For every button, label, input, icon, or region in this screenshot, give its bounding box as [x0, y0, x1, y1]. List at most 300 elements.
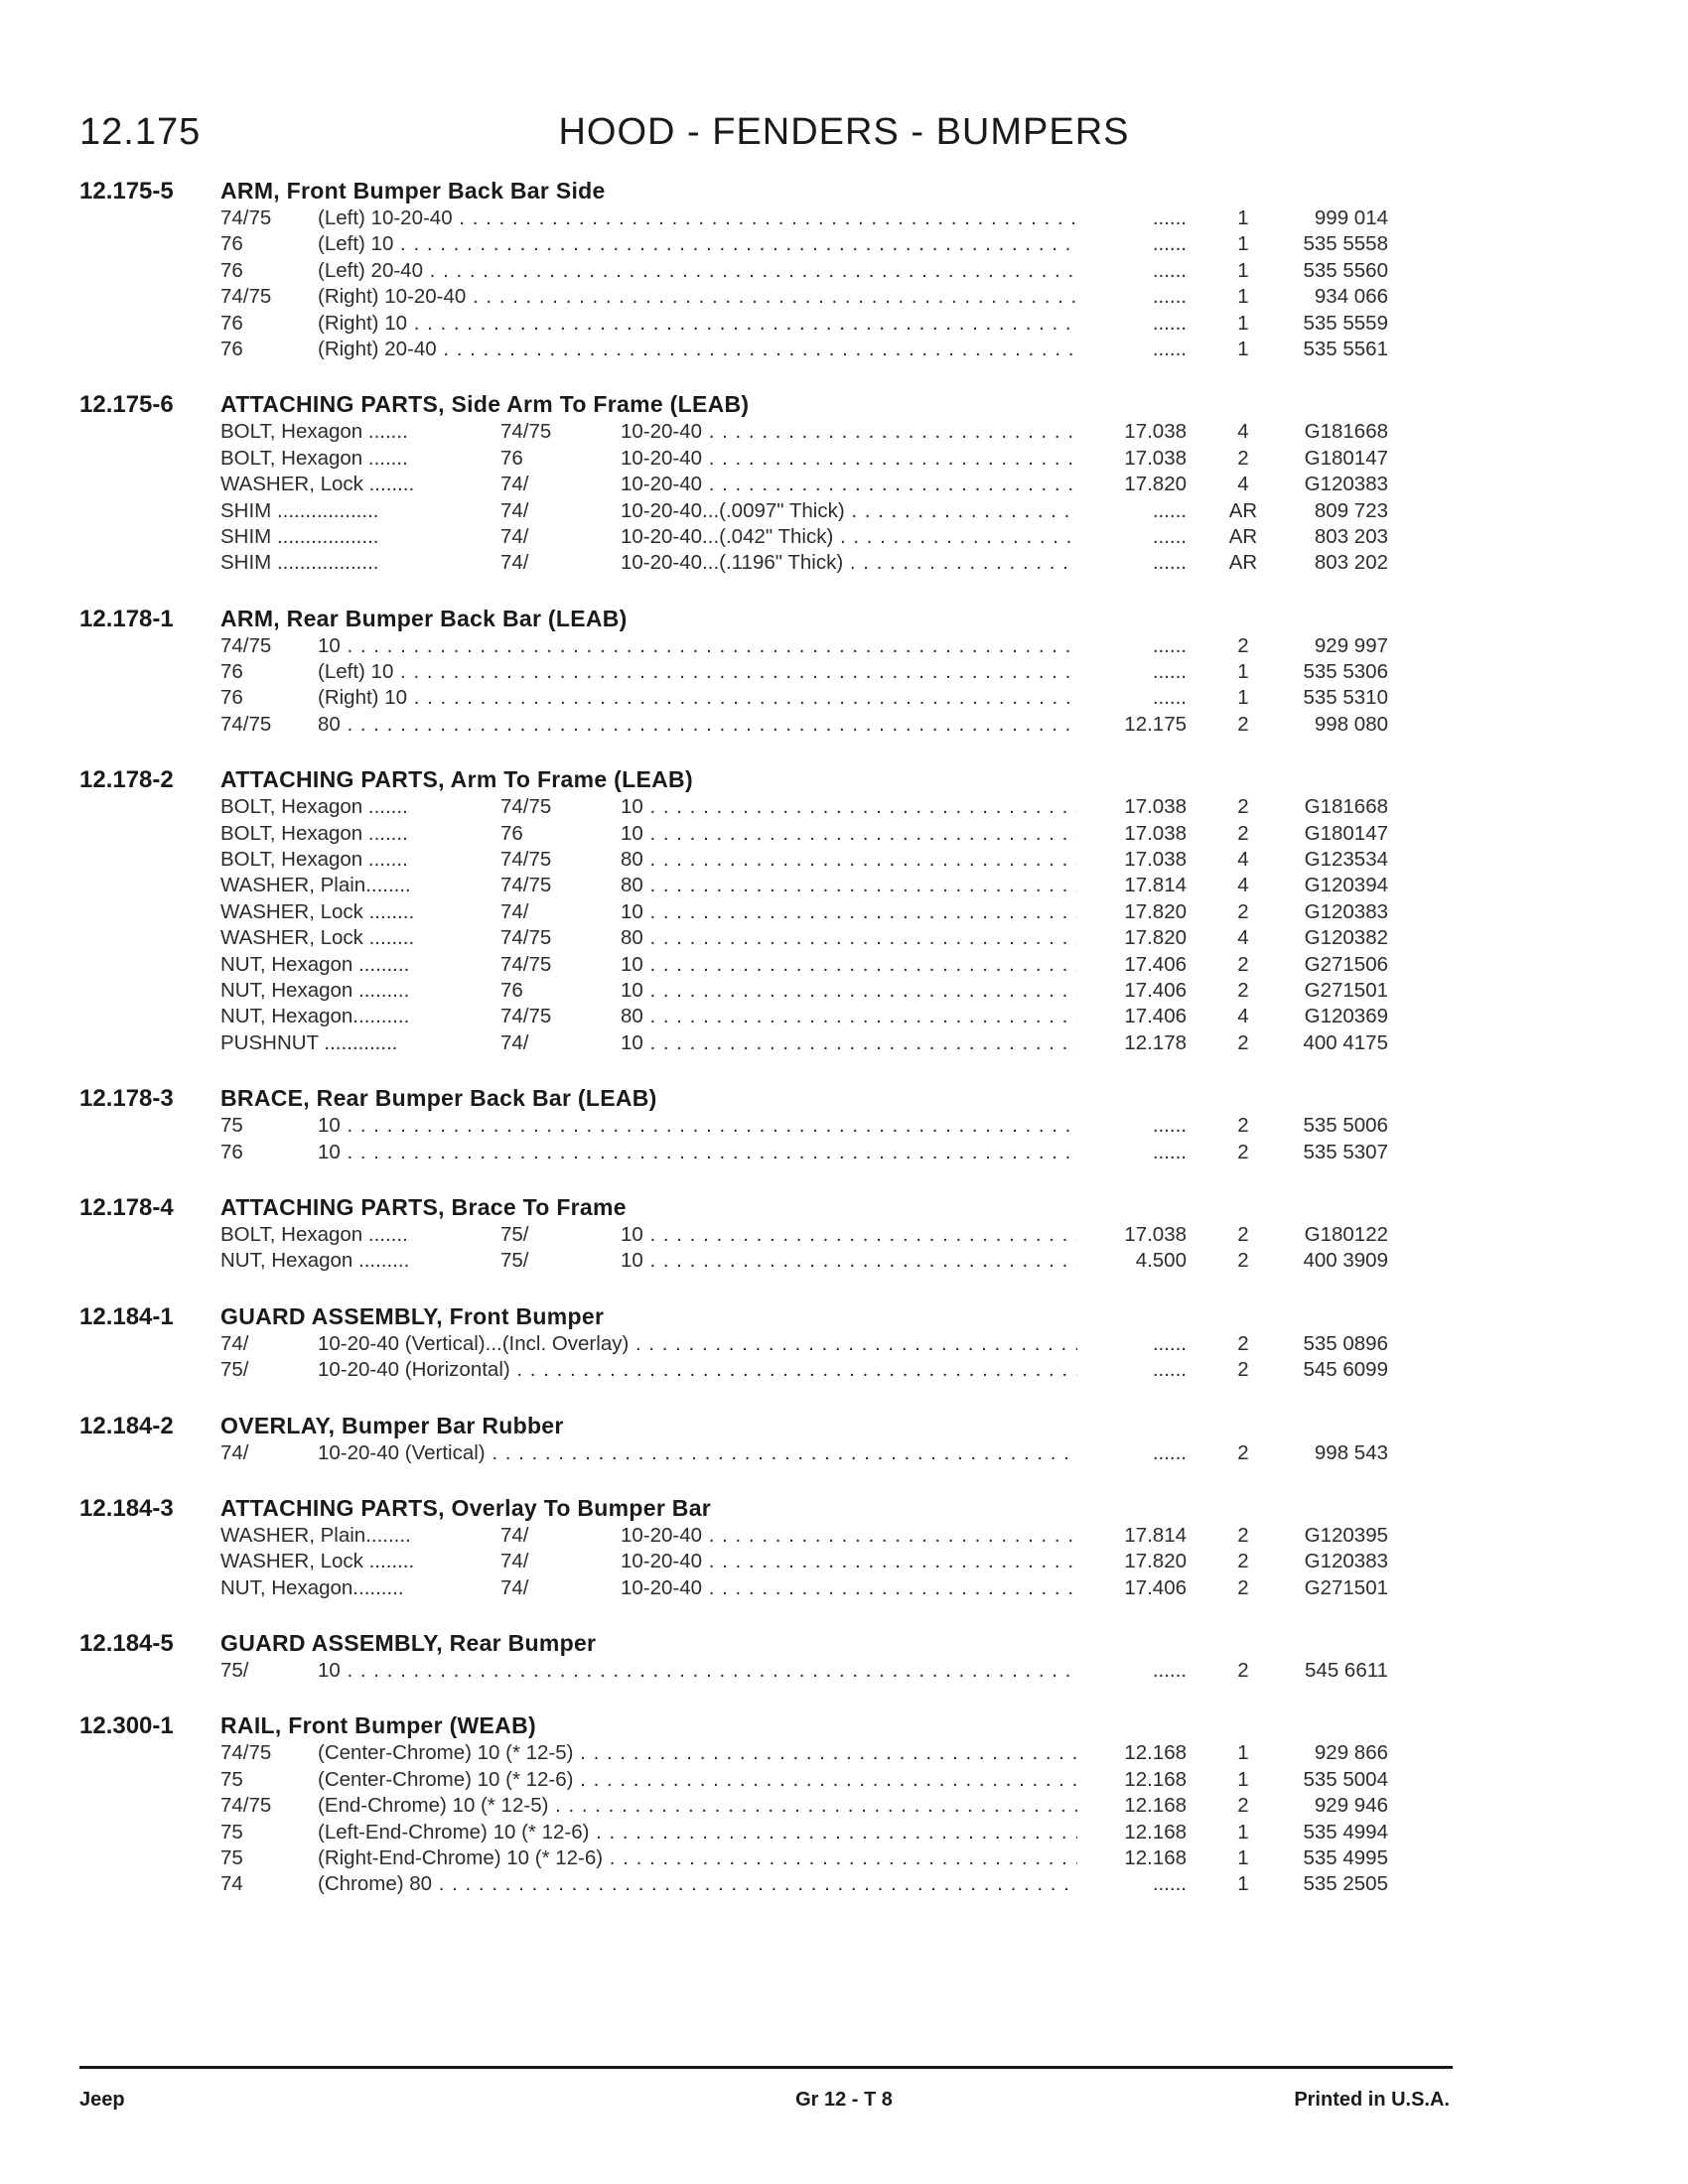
group-heading [0, 1709, 1688, 1739]
reference-number: 12.168 [1124, 1820, 1187, 1843]
application-desc: (Left) 10 . . . [318, 660, 1077, 684]
part-number: 535 5558 [1303, 232, 1388, 256]
model-years: 76 [220, 1140, 243, 1163]
part-row [0, 310, 1688, 336]
reference-number: 17.038 [1124, 795, 1187, 819]
parts-group [0, 1410, 1688, 1465]
quantity: AR [1228, 551, 1258, 575]
quantity: 2 [1237, 1358, 1249, 1382]
reference-number: ...... [1152, 1114, 1187, 1138]
reference-number: ...... [1152, 498, 1187, 522]
group-title: OVERLAY, Bumper Bar Rubber [220, 1412, 564, 1438]
application-desc: 10-20-40...(.1196" Thick) . . . [621, 551, 1077, 575]
application-desc: (Center-Chrome) 10 (* 12-6) . . . [318, 1768, 1077, 1792]
part-number: 929 866 [1314, 1741, 1388, 1765]
part-name: PUSHNUT ............. [220, 1030, 398, 1054]
part-number: 535 5307 [1303, 1140, 1388, 1163]
group-heading [0, 1191, 1688, 1221]
application-desc: 10 . . . [318, 1114, 1077, 1138]
model-years: 74/75 [500, 1005, 552, 1028]
application-desc: 10-20-40 . . . [621, 420, 1077, 444]
group-title: GUARD ASSEMBLY, Rear Bumper [220, 1630, 597, 1657]
quantity: 2 [1237, 1575, 1249, 1599]
reference-number: ...... [1152, 1358, 1187, 1382]
quantity: 4 [1237, 473, 1249, 496]
part-row [0, 1247, 1688, 1273]
part-row [0, 336, 1688, 361]
reference-number: 12.168 [1124, 1741, 1187, 1765]
part-name: BOLT, Hexagon ....... [220, 795, 408, 819]
application-desc: 10-20-40 (Vertical)...(Incl. Overlay) . . . [318, 1332, 1077, 1356]
part-name: WASHER, Lock ........ [220, 1550, 415, 1573]
part-number: 535 2505 [1303, 1872, 1388, 1896]
group-title: BRACE, Rear Bumper Back Bar (LEAB) [220, 1085, 657, 1112]
reference-number: ...... [1152, 285, 1187, 309]
part-number: 545 6099 [1303, 1358, 1388, 1382]
reference-number: 17.406 [1124, 1575, 1187, 1599]
reference-number: 12.168 [1124, 1794, 1187, 1818]
quantity: 2 [1237, 1114, 1249, 1138]
part-number: G180147 [1304, 446, 1388, 470]
part-row [0, 230, 1688, 256]
reference-number: 17.814 [1124, 874, 1187, 897]
application-desc: 10 . . . [318, 634, 1077, 658]
part-number: 535 5559 [1303, 311, 1388, 335]
reference-number: 17.038 [1124, 420, 1187, 444]
reference-number: ...... [1152, 686, 1187, 710]
group-number: 12.300-1 [79, 1712, 174, 1740]
reference-number: ...... [1152, 633, 1187, 657]
reference-number: 4.500 [1135, 1249, 1187, 1273]
application-desc: 10-20-40 (Vertical) . . . [318, 1441, 1077, 1465]
part-name: WASHER, Plain........ [220, 1523, 411, 1547]
part-row [0, 820, 1688, 846]
reference-number: 12.168 [1124, 1767, 1187, 1791]
part-number: 535 5560 [1303, 258, 1388, 282]
footer-printed: Printed in U.S.A. [1294, 2089, 1450, 2111]
application-desc: (Center-Chrome) 10 (* 12-5) . . . [318, 1741, 1077, 1765]
model-years: 74/ [500, 1030, 529, 1054]
group-number: 12.178-3 [79, 1085, 174, 1113]
model-years: 74/75 [500, 874, 552, 897]
application-desc: 10 . . . [318, 1141, 1077, 1164]
reference-number: 17.406 [1124, 1005, 1187, 1028]
application-desc: 10 . . . [318, 1659, 1077, 1683]
part-row [0, 1221, 1688, 1247]
group-number: 12.184-2 [79, 1412, 174, 1439]
application-desc: (Left) 20-40 . . . [318, 259, 1077, 283]
part-row [0, 497, 1688, 523]
part-row [0, 1356, 1688, 1382]
part-name: WASHER, Lock ........ [220, 926, 415, 950]
part-row [0, 1003, 1688, 1028]
part-row [0, 1739, 1688, 1765]
application-desc: 10-20-40 (Horizontal) . . . [318, 1358, 1077, 1382]
model-years: 75 [220, 1820, 243, 1843]
part-row [0, 977, 1688, 1003]
application-desc: 10 . . . [621, 1249, 1077, 1273]
group-title: ARM, Rear Bumper Back Bar (LEAB) [220, 605, 628, 631]
part-row [0, 1330, 1688, 1356]
quantity: 2 [1237, 795, 1249, 819]
parts-group [0, 1709, 1688, 1896]
quantity: 4 [1237, 874, 1249, 897]
parts-group [0, 1627, 1688, 1683]
parts-group [0, 1082, 1688, 1164]
reference-number: ...... [1152, 1872, 1187, 1896]
reference-number: 17.820 [1124, 899, 1187, 923]
parts-group [0, 388, 1688, 575]
application-desc: 10-20-40...(.0097" Thick) . . . [621, 499, 1077, 523]
application-desc: (Right) 20-40 . . . [318, 338, 1077, 361]
part-number: G180122 [1304, 1222, 1388, 1246]
model-years: 74/ [220, 1440, 249, 1464]
part-number: G120383 [1304, 899, 1388, 923]
section-number: 12.175 [79, 111, 202, 153]
part-row [0, 1792, 1688, 1818]
footer-brand: Jeep [79, 2089, 125, 2111]
part-name: WASHER, Lock ........ [220, 473, 415, 496]
reference-number: ...... [1152, 1440, 1187, 1464]
part-name: WASHER, Plain........ [220, 874, 411, 897]
part-row [0, 471, 1688, 496]
quantity: 4 [1237, 848, 1249, 872]
quantity: 1 [1237, 1767, 1249, 1791]
reference-number: 17.038 [1124, 1222, 1187, 1246]
part-number: 400 3909 [1303, 1249, 1388, 1273]
part-row [0, 1522, 1688, 1548]
reference-number: ...... [1152, 524, 1187, 548]
part-row [0, 1139, 1688, 1164]
part-row [0, 898, 1688, 924]
model-years: 76 [220, 660, 243, 684]
group-number: 12.178-1 [79, 605, 174, 632]
reference-number: ...... [1152, 258, 1187, 282]
part-name: NUT, Hexagon ......... [220, 978, 410, 1002]
part-number: 809 723 [1314, 498, 1388, 522]
group-heading [0, 603, 1688, 632]
group-heading [0, 1410, 1688, 1439]
model-years: 75 [220, 1767, 243, 1791]
quantity: 2 [1237, 1523, 1249, 1547]
model-years: 74/ [500, 524, 529, 548]
part-number: 535 4994 [1303, 1820, 1388, 1843]
part-number: G120383 [1304, 473, 1388, 496]
part-name: NUT, Hexagon ......... [220, 1249, 410, 1273]
quantity: 1 [1237, 206, 1249, 229]
group-title: ATTACHING PARTS, Brace To Frame [220, 1193, 627, 1220]
parts-group [0, 1191, 1688, 1274]
reference-number: 17.814 [1124, 1523, 1187, 1547]
quantity: 2 [1237, 978, 1249, 1002]
part-number: G271506 [1304, 952, 1388, 976]
part-number: 545 6611 [1305, 1659, 1388, 1683]
group-number: 12.184-5 [79, 1630, 174, 1658]
model-years: 74/75 [220, 712, 272, 736]
quantity: 2 [1237, 952, 1249, 976]
application-desc: (Right) 10-20-40 . . . [318, 285, 1077, 309]
part-number: 535 5006 [1303, 1114, 1388, 1138]
part-row [0, 1029, 1688, 1055]
part-number: 535 5561 [1303, 337, 1388, 360]
model-years: 74/ [500, 899, 529, 923]
quantity: 4 [1237, 420, 1249, 444]
part-row [0, 257, 1688, 283]
group-heading [0, 1627, 1688, 1657]
group-title: ATTACHING PARTS, Arm To Frame (LEAB) [220, 766, 693, 793]
group-title: ARM, Front Bumper Back Bar Side [220, 178, 606, 204]
application-desc: 80 . . . [621, 926, 1077, 950]
reference-number: ...... [1152, 311, 1187, 335]
part-name: NUT, Hexagon......... [220, 1575, 404, 1599]
quantity: 1 [1237, 337, 1249, 360]
model-years: 75 [220, 1846, 243, 1870]
application-desc: 10-20-40 . . . [621, 1524, 1077, 1548]
part-number: 535 5306 [1303, 660, 1388, 684]
application-desc: 10-20-40 . . . [621, 1550, 1077, 1573]
reference-number: 17.038 [1124, 821, 1187, 845]
model-years: 74/75 [500, 795, 552, 819]
group-title: ATTACHING PARTS, Side Arm To Frame (LEAB) [220, 391, 750, 418]
model-years: 76 [220, 337, 243, 360]
application-desc: (Right) 10 . . . [318, 686, 1077, 710]
application-desc: 80 . . . [621, 848, 1077, 872]
quantity: 1 [1237, 1820, 1249, 1843]
quantity: 1 [1237, 686, 1249, 710]
part-number: 535 5310 [1303, 686, 1388, 710]
part-row [0, 549, 1688, 575]
group-number: 12.175-5 [79, 178, 174, 205]
part-number: G120382 [1304, 926, 1388, 950]
part-number: 929 946 [1314, 1794, 1388, 1818]
part-row [0, 632, 1688, 658]
reference-number: ...... [1152, 1140, 1187, 1163]
group-number: 12.178-4 [79, 1193, 174, 1221]
part-name: SHIM .................. [220, 524, 379, 548]
part-number: G181668 [1304, 795, 1388, 819]
group-title: RAIL, Front Bumper (WEAB) [220, 1712, 536, 1739]
part-number: G271501 [1304, 978, 1388, 1002]
model-years: 74/75 [500, 926, 552, 950]
quantity: 2 [1237, 1659, 1249, 1683]
application-desc: 80 . . . [621, 1005, 1077, 1028]
reference-number: 17.820 [1124, 1550, 1187, 1573]
part-name: BOLT, Hexagon ....... [220, 848, 408, 872]
model-years: 74/75 [500, 848, 552, 872]
quantity: 1 [1237, 285, 1249, 309]
reference-number: 17.820 [1124, 473, 1187, 496]
application-desc: 80 . . . [318, 713, 1077, 737]
application-desc: 10-20-40...(.042" Thick) . . . [621, 525, 1077, 549]
application-desc: (Left) 10 . . . [318, 232, 1077, 256]
model-years: 74/ [500, 1575, 529, 1599]
part-row [0, 1657, 1688, 1683]
part-number: G120395 [1304, 1523, 1388, 1547]
parts-group [0, 763, 1688, 1055]
part-number: 999 014 [1314, 206, 1388, 229]
model-years: 74/ [220, 1331, 249, 1355]
part-name: SHIM .................. [220, 498, 379, 522]
group-heading [0, 1300, 1688, 1330]
part-row [0, 1439, 1688, 1465]
part-row [0, 1844, 1688, 1870]
part-row [0, 1870, 1688, 1896]
part-row [0, 1819, 1688, 1844]
application-desc: 80 . . . [621, 874, 1077, 897]
part-row [0, 658, 1688, 684]
quantity: AR [1228, 498, 1258, 522]
reference-number: 17.038 [1124, 848, 1187, 872]
quantity: 2 [1237, 1794, 1249, 1818]
reference-number: 12.168 [1124, 1846, 1187, 1870]
part-row [0, 711, 1688, 737]
part-row [0, 1766, 1688, 1792]
application-desc: (Left) 10-20-40 . . . [318, 206, 1077, 230]
reference-number: ...... [1152, 551, 1187, 575]
part-row [0, 1574, 1688, 1600]
group-heading [0, 1082, 1688, 1112]
reference-number: 12.175 [1124, 712, 1187, 736]
quantity: 2 [1237, 446, 1249, 470]
reference-number: 12.178 [1124, 1030, 1187, 1054]
parts-group [0, 175, 1688, 361]
application-desc: 10-20-40 . . . [621, 473, 1077, 496]
part-number: G120383 [1304, 1550, 1388, 1573]
footer-rule [79, 2066, 1453, 2069]
page-title: HOOD - FENDERS - BUMPERS [558, 111, 1130, 153]
part-row [0, 523, 1688, 549]
part-number: 535 4995 [1303, 1846, 1388, 1870]
part-number: G180147 [1304, 821, 1388, 845]
part-number: 929 997 [1314, 633, 1388, 657]
part-number: G120369 [1304, 1005, 1388, 1028]
group-number: 12.184-1 [79, 1302, 174, 1330]
quantity: 1 [1237, 1872, 1249, 1896]
model-years: 74/75 [220, 633, 272, 657]
reference-number: ...... [1152, 206, 1187, 229]
model-years: 74/75 [220, 1794, 272, 1818]
reference-number: ...... [1152, 337, 1187, 360]
application-desc: 10-20-40 . . . [621, 1576, 1077, 1600]
part-number: 803 202 [1314, 551, 1388, 575]
reference-number: ...... [1152, 232, 1187, 256]
model-years: 74/75 [220, 206, 272, 229]
model-years: 74 [220, 1872, 243, 1896]
part-name: BOLT, Hexagon ....... [220, 420, 408, 444]
part-name: BOLT, Hexagon ....... [220, 1222, 408, 1246]
group-number: 12.184-3 [79, 1494, 174, 1522]
model-years: 74/75 [220, 1741, 272, 1765]
parts-list [0, 175, 1688, 1924]
quantity: 2 [1237, 1331, 1249, 1355]
part-name: NUT, Hexagon ......... [220, 952, 410, 976]
part-row [0, 283, 1688, 309]
quantity: 1 [1237, 232, 1249, 256]
application-desc: 10 . . . [621, 900, 1077, 924]
application-desc: 10-20-40 . . . [621, 447, 1077, 471]
group-heading [0, 175, 1688, 205]
application-desc: (Chrome) 80 . . . [318, 1872, 1077, 1896]
model-years: 74/ [500, 473, 529, 496]
model-years: 76 [220, 232, 243, 256]
group-number: 12.175-6 [79, 391, 174, 419]
group-heading [0, 763, 1688, 793]
model-years: 74/75 [500, 420, 552, 444]
group-number: 12.178-2 [79, 766, 174, 794]
quantity: 4 [1237, 926, 1249, 950]
quantity: 2 [1237, 1030, 1249, 1054]
model-years: 76 [220, 258, 243, 282]
reference-number: 17.406 [1124, 952, 1187, 976]
reference-number: 17.406 [1124, 978, 1187, 1002]
model-years: 74/75 [220, 285, 272, 309]
part-number: 535 5004 [1303, 1767, 1388, 1791]
part-row [0, 951, 1688, 977]
parts-group [0, 1300, 1688, 1383]
part-row [0, 1112, 1688, 1138]
quantity: 2 [1237, 633, 1249, 657]
part-name: NUT, Hexagon.......... [220, 1005, 410, 1028]
application-desc: (Right-End-Chrome) 10 (* 12-6) . . . [318, 1846, 1077, 1870]
quantity: AR [1228, 524, 1258, 548]
quantity: 2 [1237, 899, 1249, 923]
part-number: G120394 [1304, 874, 1388, 897]
reference-number: 17.820 [1124, 926, 1187, 950]
model-years: 76 [500, 821, 523, 845]
application-desc: 10 . . . [621, 822, 1077, 846]
model-years: 74/ [500, 1550, 529, 1573]
quantity: 2 [1237, 1222, 1249, 1246]
parts-group [0, 603, 1688, 738]
application-desc: 10 . . . [621, 1031, 1077, 1055]
group-title: GUARD ASSEMBLY, Front Bumper [220, 1302, 605, 1329]
part-name: BOLT, Hexagon ....... [220, 446, 408, 470]
part-number: 934 066 [1314, 285, 1388, 309]
quantity: 1 [1237, 311, 1249, 335]
quantity: 2 [1237, 712, 1249, 736]
model-years: 74/ [500, 498, 529, 522]
group-title: ATTACHING PARTS, Overlay To Bumper Bar [220, 1494, 712, 1521]
group-heading [0, 388, 1688, 418]
application-desc: 10 . . . [621, 795, 1077, 819]
reference-number: 17.038 [1124, 446, 1187, 470]
model-years: 76 [500, 978, 523, 1002]
part-number: G123534 [1304, 848, 1388, 872]
application-desc: (End-Chrome) 10 (* 12-5) . . . [318, 1794, 1077, 1818]
model-years: 75/ [220, 1659, 249, 1683]
application-desc: 10 . . . [621, 953, 1077, 977]
model-years: 75/ [500, 1222, 529, 1246]
part-name: WASHER, Lock ........ [220, 899, 415, 923]
reference-number: ...... [1152, 660, 1187, 684]
part-number: 998 543 [1314, 1440, 1388, 1464]
model-years: 76 [220, 686, 243, 710]
part-row [0, 872, 1688, 897]
model-years: 76 [500, 446, 523, 470]
part-row [0, 205, 1688, 230]
footer-group-code: Gr 12 - T 8 [795, 2089, 893, 2111]
quantity: 2 [1237, 1249, 1249, 1273]
quantity: 1 [1237, 1846, 1249, 1870]
model-years: 74/75 [500, 952, 552, 976]
part-row [0, 418, 1688, 444]
part-number: G271501 [1304, 1575, 1388, 1599]
part-number: 998 080 [1314, 712, 1388, 736]
quantity: 4 [1237, 1005, 1249, 1028]
quantity: 2 [1237, 821, 1249, 845]
part-row [0, 1548, 1688, 1573]
quantity: 1 [1237, 660, 1249, 684]
